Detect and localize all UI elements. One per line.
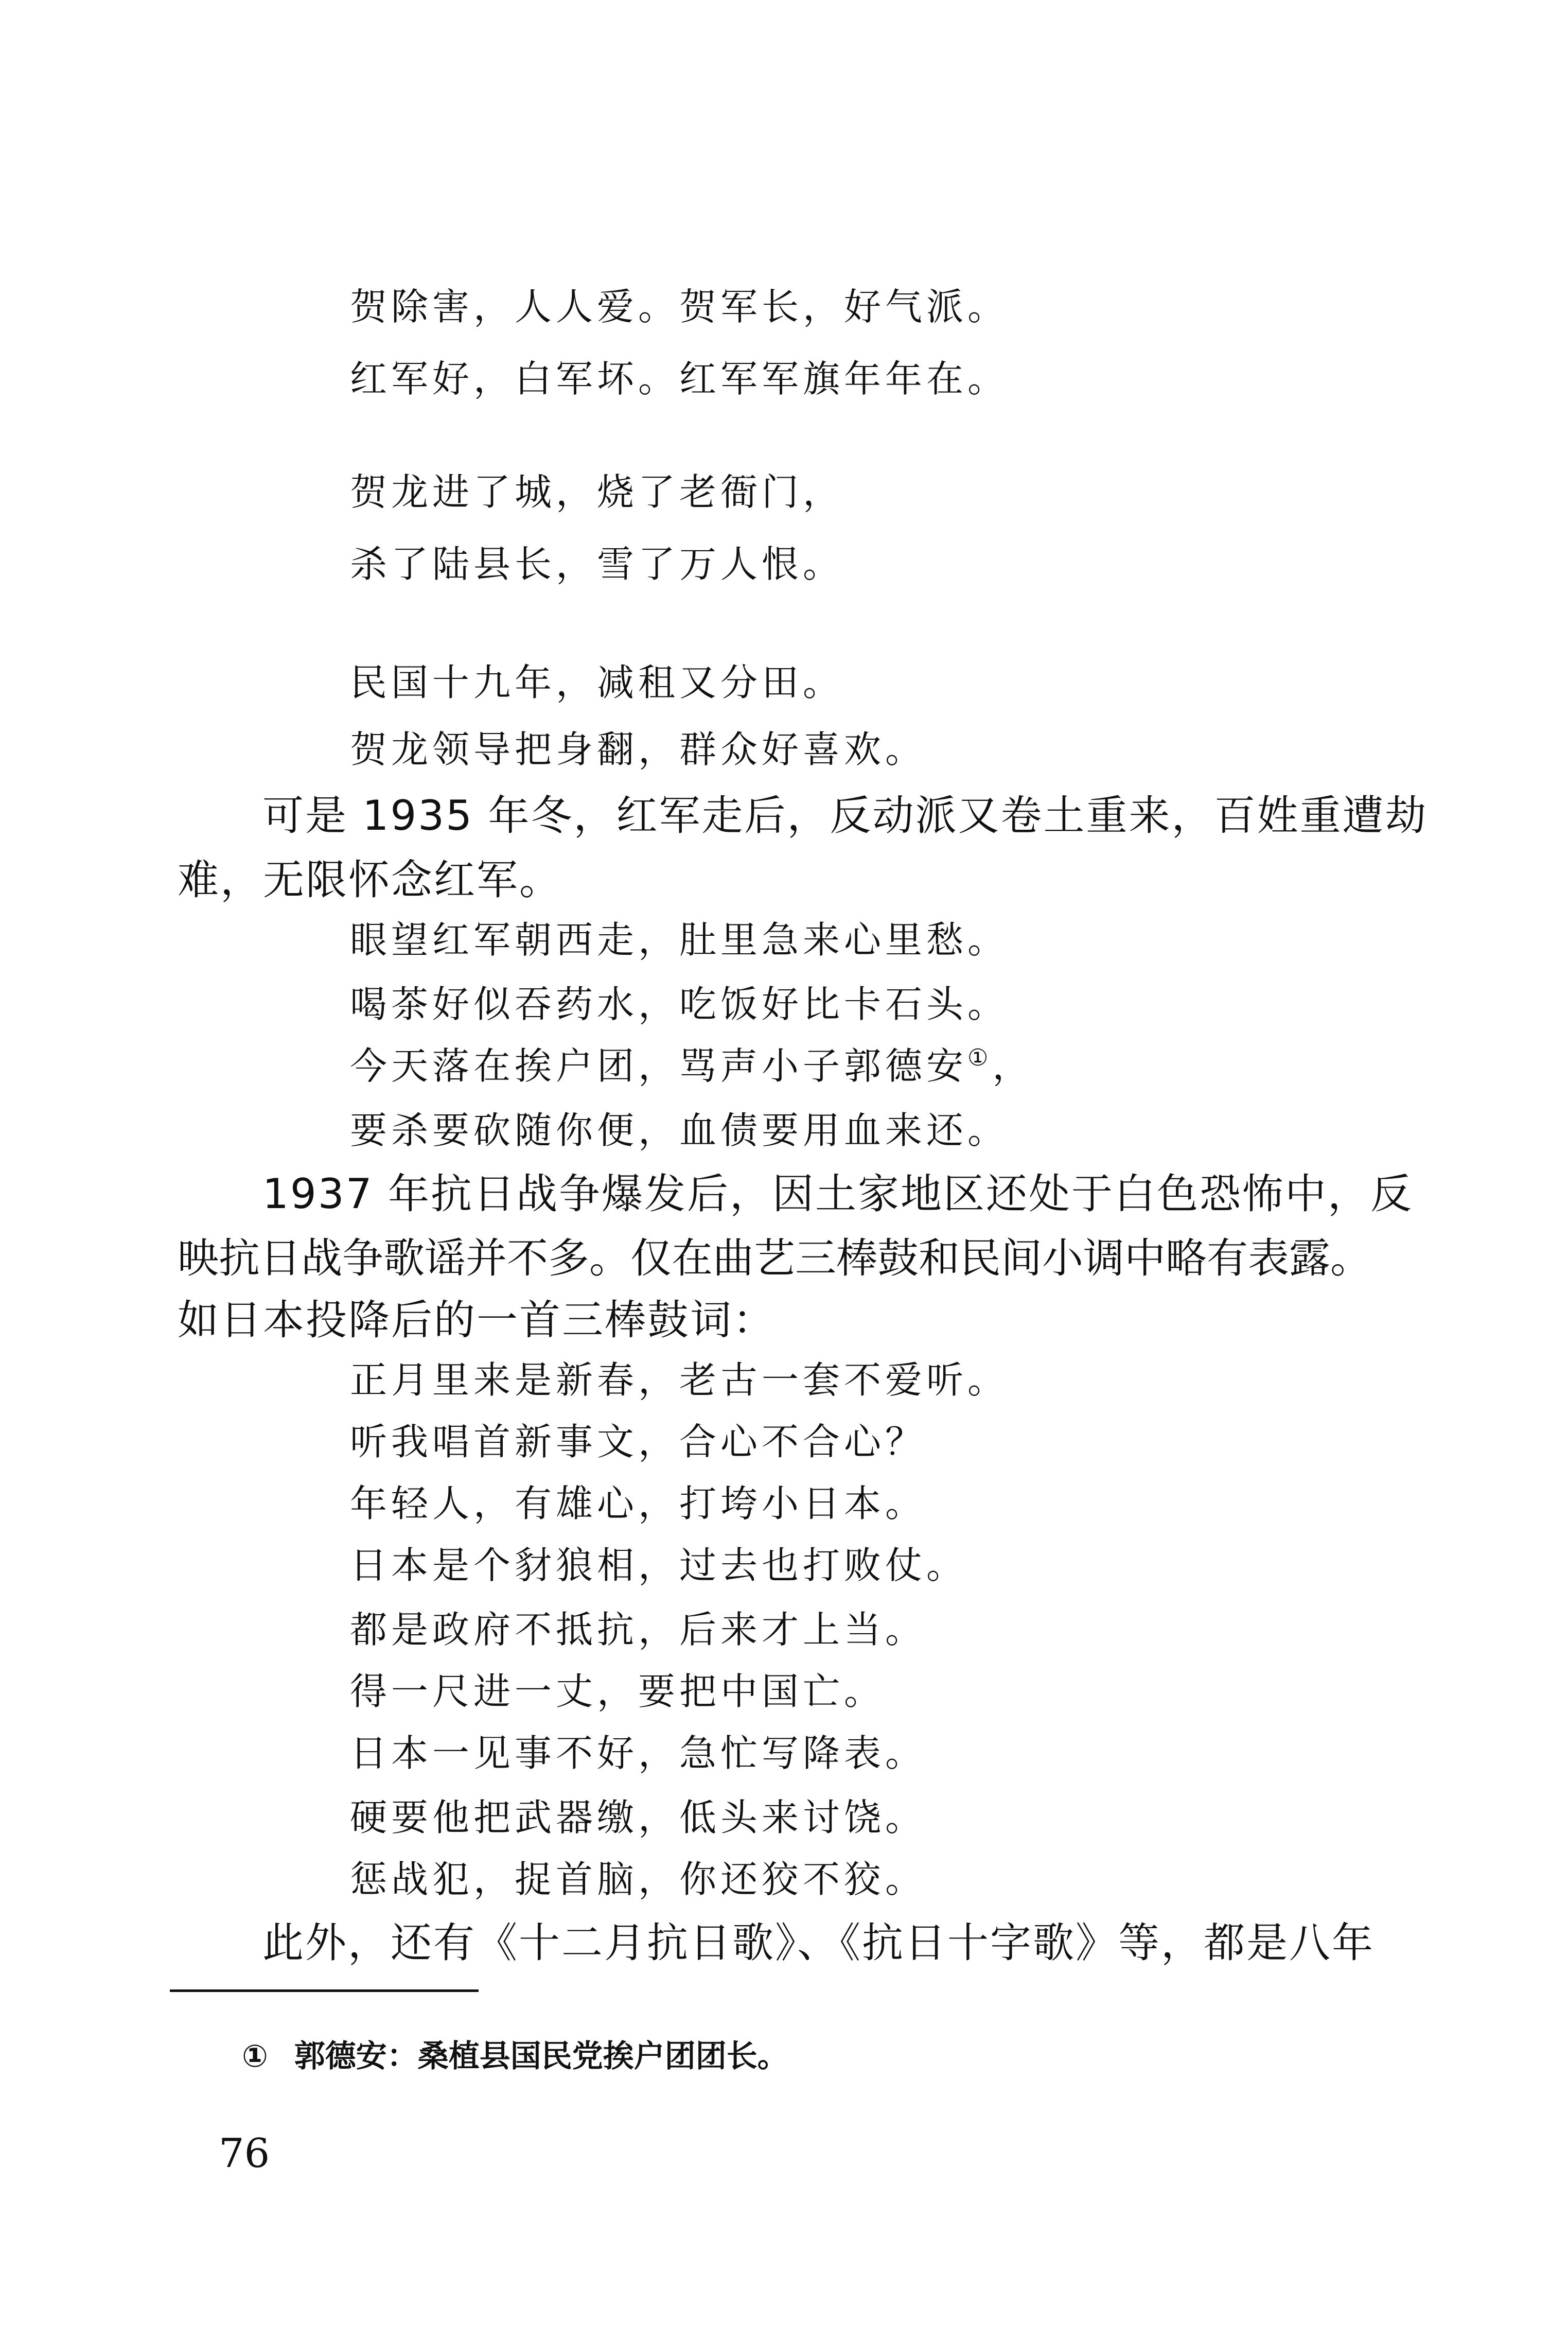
verse-line: 要杀要砍随你便，血债要用血来还。 <box>350 1109 1009 1152</box>
verse-line: 眼望红军朝西走，肚里急来心里愁。 <box>350 918 1009 962</box>
verse-line <box>350 1044 1034 1088</box>
footnote-ref: ① <box>967 1044 993 1071</box>
verse-line: 贺龙进了城，烧了老衙门， <box>350 470 844 514</box>
verse-line: 都是政府不抵抗，后来才上当。 <box>350 1608 927 1651</box>
verse-line: 得一尺进一丈，要把中国亡。 <box>350 1670 886 1713</box>
prose-line: 可是 1935 年冬，红军走后，反动派又卷土重来，百姓重遭劫 <box>262 792 1428 840</box>
verse-line: 日本是个豺狼相，过去也打败仗。 <box>350 1544 968 1587</box>
verse-text: 今天落在挨户团，骂声小子郭德安 <box>350 1044 968 1088</box>
verse-line: 喝茶好似吞药水，吃饭好比卡石头。 <box>350 983 1009 1026</box>
verse-punct: ， <box>992 1044 1034 1088</box>
prose-line: 难，无限怀念红军。 <box>178 856 562 904</box>
prose-line: 如日本投降后的一首三棒鼓词： <box>178 1296 776 1344</box>
verse-line: 杀了陆县长，雪了万人恨。 <box>350 543 844 586</box>
footnote-divider <box>170 1989 479 1992</box>
verse-line: 日本一见事不好，急忙写降表。 <box>350 1732 927 1775</box>
footnote-marker: ① <box>242 2038 268 2074</box>
verse-line: 硬要他把武器缴，低头来讨饶。 <box>350 1796 927 1839</box>
page-number: 76 <box>219 2130 270 2177</box>
verse-line: 年轻人，有雄心，打垮小日本。 <box>350 1482 927 1525</box>
verse-line: 民国十九年，减租又分田。 <box>350 661 844 704</box>
prose-line: 1937 年抗日战争爆发后，因土家地区还处于白色恐怖中，反 <box>262 1170 1414 1218</box>
verse-line: 正月里来是新春，老古一套不爱听。 <box>350 1358 1009 1402</box>
prose-line: 此外，还有《十二月抗日歌》、《抗日十字歌》等，都是八年 <box>262 1919 1375 1967</box>
verse-line: 贺龙领导把身翻，群众好喜欢。 <box>350 728 927 771</box>
footnote <box>242 2038 788 2074</box>
verse-line: 惩战犯，捉首脑，你还狡不狡。 <box>350 1858 927 1901</box>
verse-line: 贺除害，人人爱。贺军长，好气派。 <box>350 285 1009 328</box>
footnote-text: 郭德安：桑植县国民党挨户团团长。 <box>294 2038 788 2074</box>
verse-line: 听我唱首新事文，合心不合心？ <box>350 1420 927 1463</box>
verse-line: 红军好，白军坏。红军军旗年年在。 <box>350 357 1009 400</box>
prose-line: 映抗日战争歌谣并不多。仅在曲艺三棒鼓和民间小调中略有表露。 <box>178 1234 1371 1282</box>
